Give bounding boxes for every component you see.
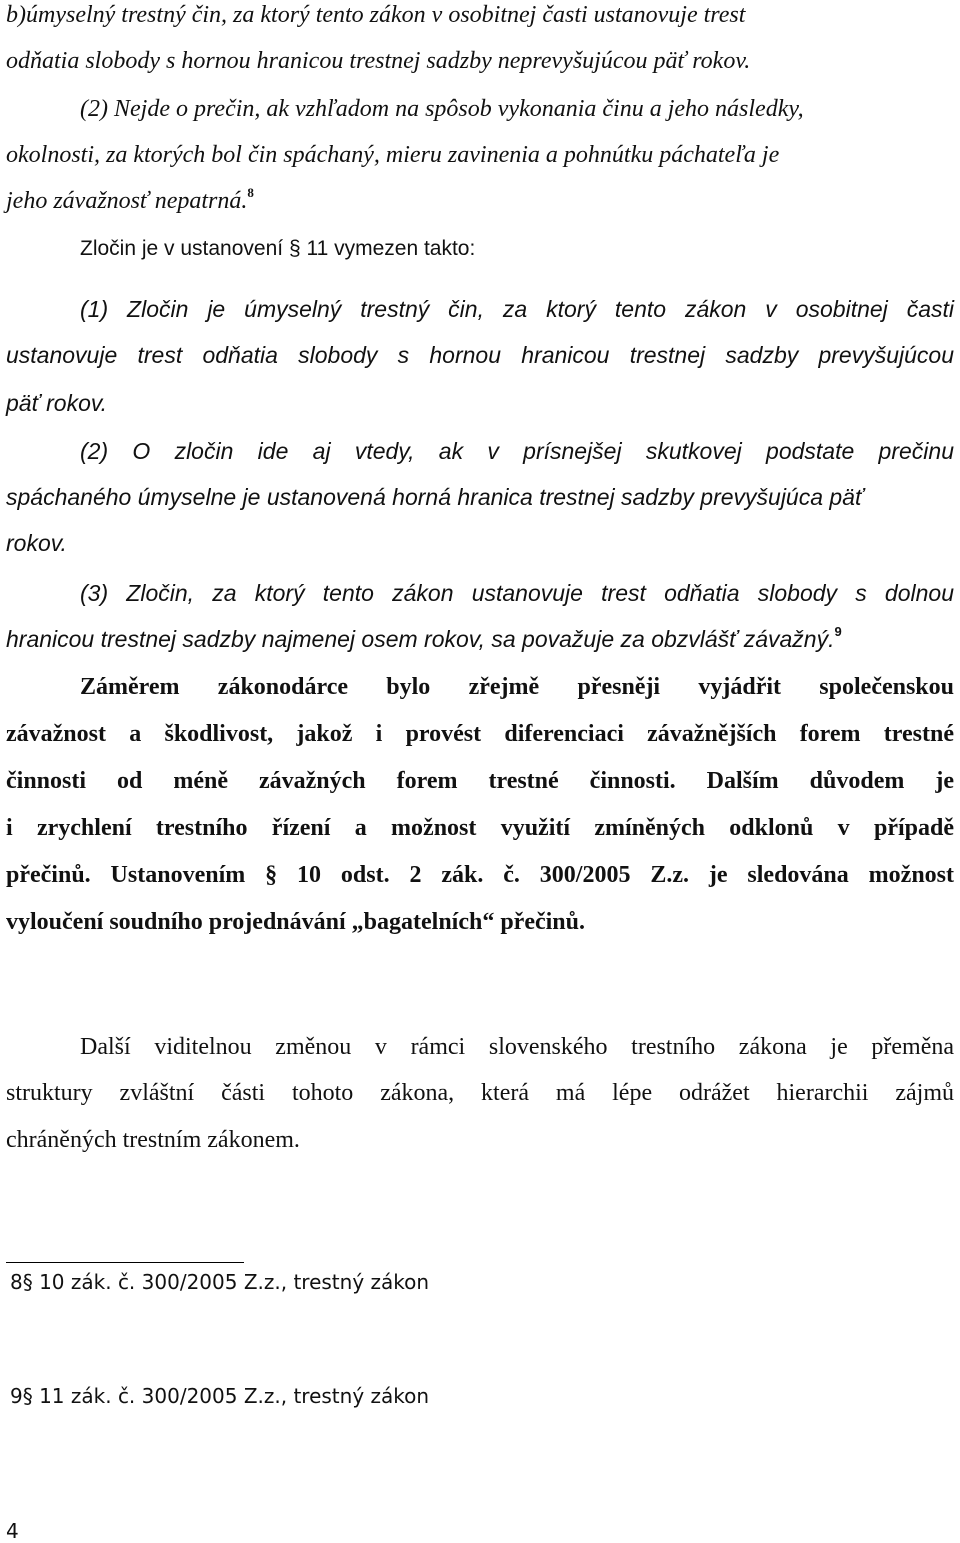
text-line-1: b)úmyselný trestný čin, za ktorý tento zákon v osobitnej časti ustanovuje trest xyxy=(6,2,746,28)
text-line-13: (3) Zločin, za ktorý tento zákon ustanovuje trest odňatia slobody s dolnou xyxy=(80,580,954,606)
text-line-10: (2) O zločin ide aj vtedy, ak v prísnejšej skutkovej podstate prečinu xyxy=(80,438,954,464)
text-line-7: (1) Zločin je úmyselný trestný čin, za ktorý tento zákon v osobitnej časti xyxy=(80,296,954,322)
footnote-9: 9§ 11 zák. č. 300/2005 Z.z., trestný zákon xyxy=(10,1384,430,1408)
text-line-17: činnosti od méně závažných forem trestné činnosti. Dalším důvodem je xyxy=(6,768,954,794)
text-line-4: okolnosti, za ktorých bol čin spáchaný, mieru zavinenia a pohnútku páchateľa je xyxy=(6,142,780,168)
footnote-8: 8§ 10 zák. č. 300/2005 Z.z., trestný zákon xyxy=(10,1270,430,1294)
text-line-15: Záměrem zákonodárce bylo zřejmě přesněji vyjádřit společenskou xyxy=(80,674,954,700)
text-line-11: spáchaného úmyselne je ustanovená horná hranica trestnej sadzby prevyšujúca päť xyxy=(6,484,864,510)
text-line-6: Zločin je v ustanovení § 11 vymezen takto: xyxy=(80,237,476,260)
text-line-19: přečinů. Ustanovením § 10 odst. 2 zák. č. 300/2005 Z.z. je sledována možnost xyxy=(6,862,954,888)
text-line-18: i zrychlení trestního řízení a možnost využití zmíněných odklonů v případě xyxy=(6,815,954,841)
footnote-separator xyxy=(6,1262,244,1263)
text-line-5 xyxy=(6,186,254,216)
text-line-23: chráněných trestním zákonem. xyxy=(6,1127,300,1153)
text-line-14 xyxy=(6,624,842,654)
footnote-ref-9: 9 xyxy=(834,624,842,639)
footnote-ref-8: 8 xyxy=(247,185,254,200)
text-line-16: závažnost a škodlivost, jakož i provést diferenciaci závažnějších forem trestné xyxy=(6,721,954,747)
text-line-20: vyloučení soudního projednávání „bagatelních“ přečinů. xyxy=(6,909,585,935)
text-line-9: päť rokov. xyxy=(6,390,108,416)
text-line-22: struktury zvláštní části tohoto zákona, která má lépe odrážet hierarchii zájmů xyxy=(6,1080,954,1106)
text-line-12: rokov. xyxy=(6,530,67,556)
text-line-14-text: hranicou trestnej sadzby najmenej osem rokov, sa považuje za obzvlášť závažný. xyxy=(6,626,835,652)
page-number: 4 xyxy=(6,1519,19,1543)
text-line-21: Další viditelnou změnou v rámci slovenského trestního zákona je přeměna xyxy=(80,1034,954,1060)
text-line-5-text: jeho závažnosť nepatrná. xyxy=(6,188,248,214)
text-line-8: ustanovuje trest odňatia slobody s hornou hranicou trestnej sadzby prevyšujúcou xyxy=(6,342,954,368)
text-line-2: odňatia slobody s hornou hranicou trestnej sadzby neprevyšujúcou päť rokov. xyxy=(6,48,751,74)
text-line-3: (2) Nejde o prečin, ak vzhľadom na spôsob vykonania činu a jeho následky, xyxy=(80,96,804,122)
